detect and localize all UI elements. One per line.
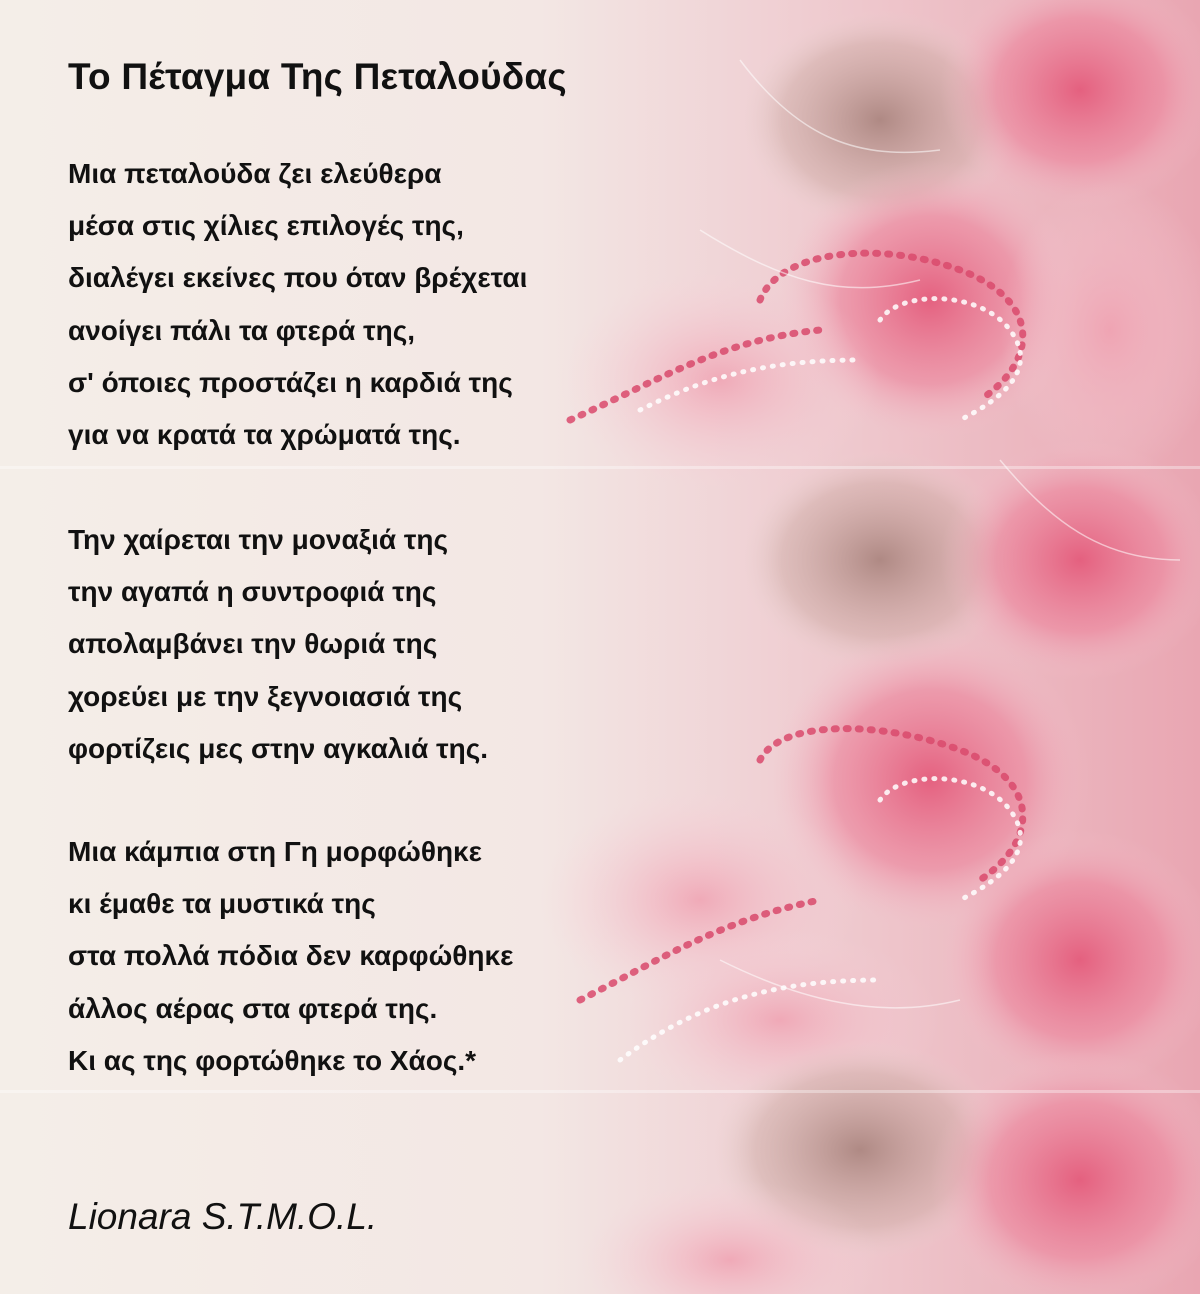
- poem-line: άλλος αέρας στα φτερά της.: [68, 992, 438, 1024]
- poem-title: Το Πέταγμα Της Πεταλούδας: [68, 56, 567, 97]
- poem-line: σ' όποιες προστάζει η καρδιά της: [68, 366, 513, 398]
- poem-line: απολαμβάνει την θωριά της: [68, 628, 438, 660]
- poem-line: ανοίγει πάλι τα φτερά της,: [68, 314, 416, 346]
- poem-line: Μια πεταλούδα ζει ελεύθερα: [68, 158, 442, 189]
- poem-line: Κι ας της φορτώθηκε το Χάος.*: [68, 1044, 477, 1076]
- poem-line: Την χαίρεται την μοναξιά της: [68, 524, 449, 555]
- poem-line: φορτίζεις μες στην αγκαλιά της.: [68, 732, 489, 764]
- poem-line: στα πολλά πόδια δεν καρφώθηκε: [68, 940, 514, 972]
- stanza-2: [68, 514, 488, 775]
- stanza-1: [68, 148, 527, 461]
- poem-author: Lionara S.T.M.O.L.: [68, 1196, 378, 1237]
- poem-line: την αγαπά η συντροφιά της: [68, 576, 437, 608]
- poem-line: χορεύει με την ξεγνοιασιά της: [68, 680, 463, 712]
- stanza-3: [68, 826, 513, 1087]
- poem-line: Μια κάμπια στη Γη μορφώθηκε: [68, 836, 482, 867]
- poem-line: κι έμαθε τα μυστικά της: [68, 888, 376, 920]
- poem-line: για να κρατά τα χρώματά της.: [68, 418, 461, 450]
- poem-line: μέσα στις χίλιες επιλογές της,: [68, 210, 464, 242]
- poem-line: διαλέγει εκείνες που όταν βρέχεται: [68, 262, 528, 294]
